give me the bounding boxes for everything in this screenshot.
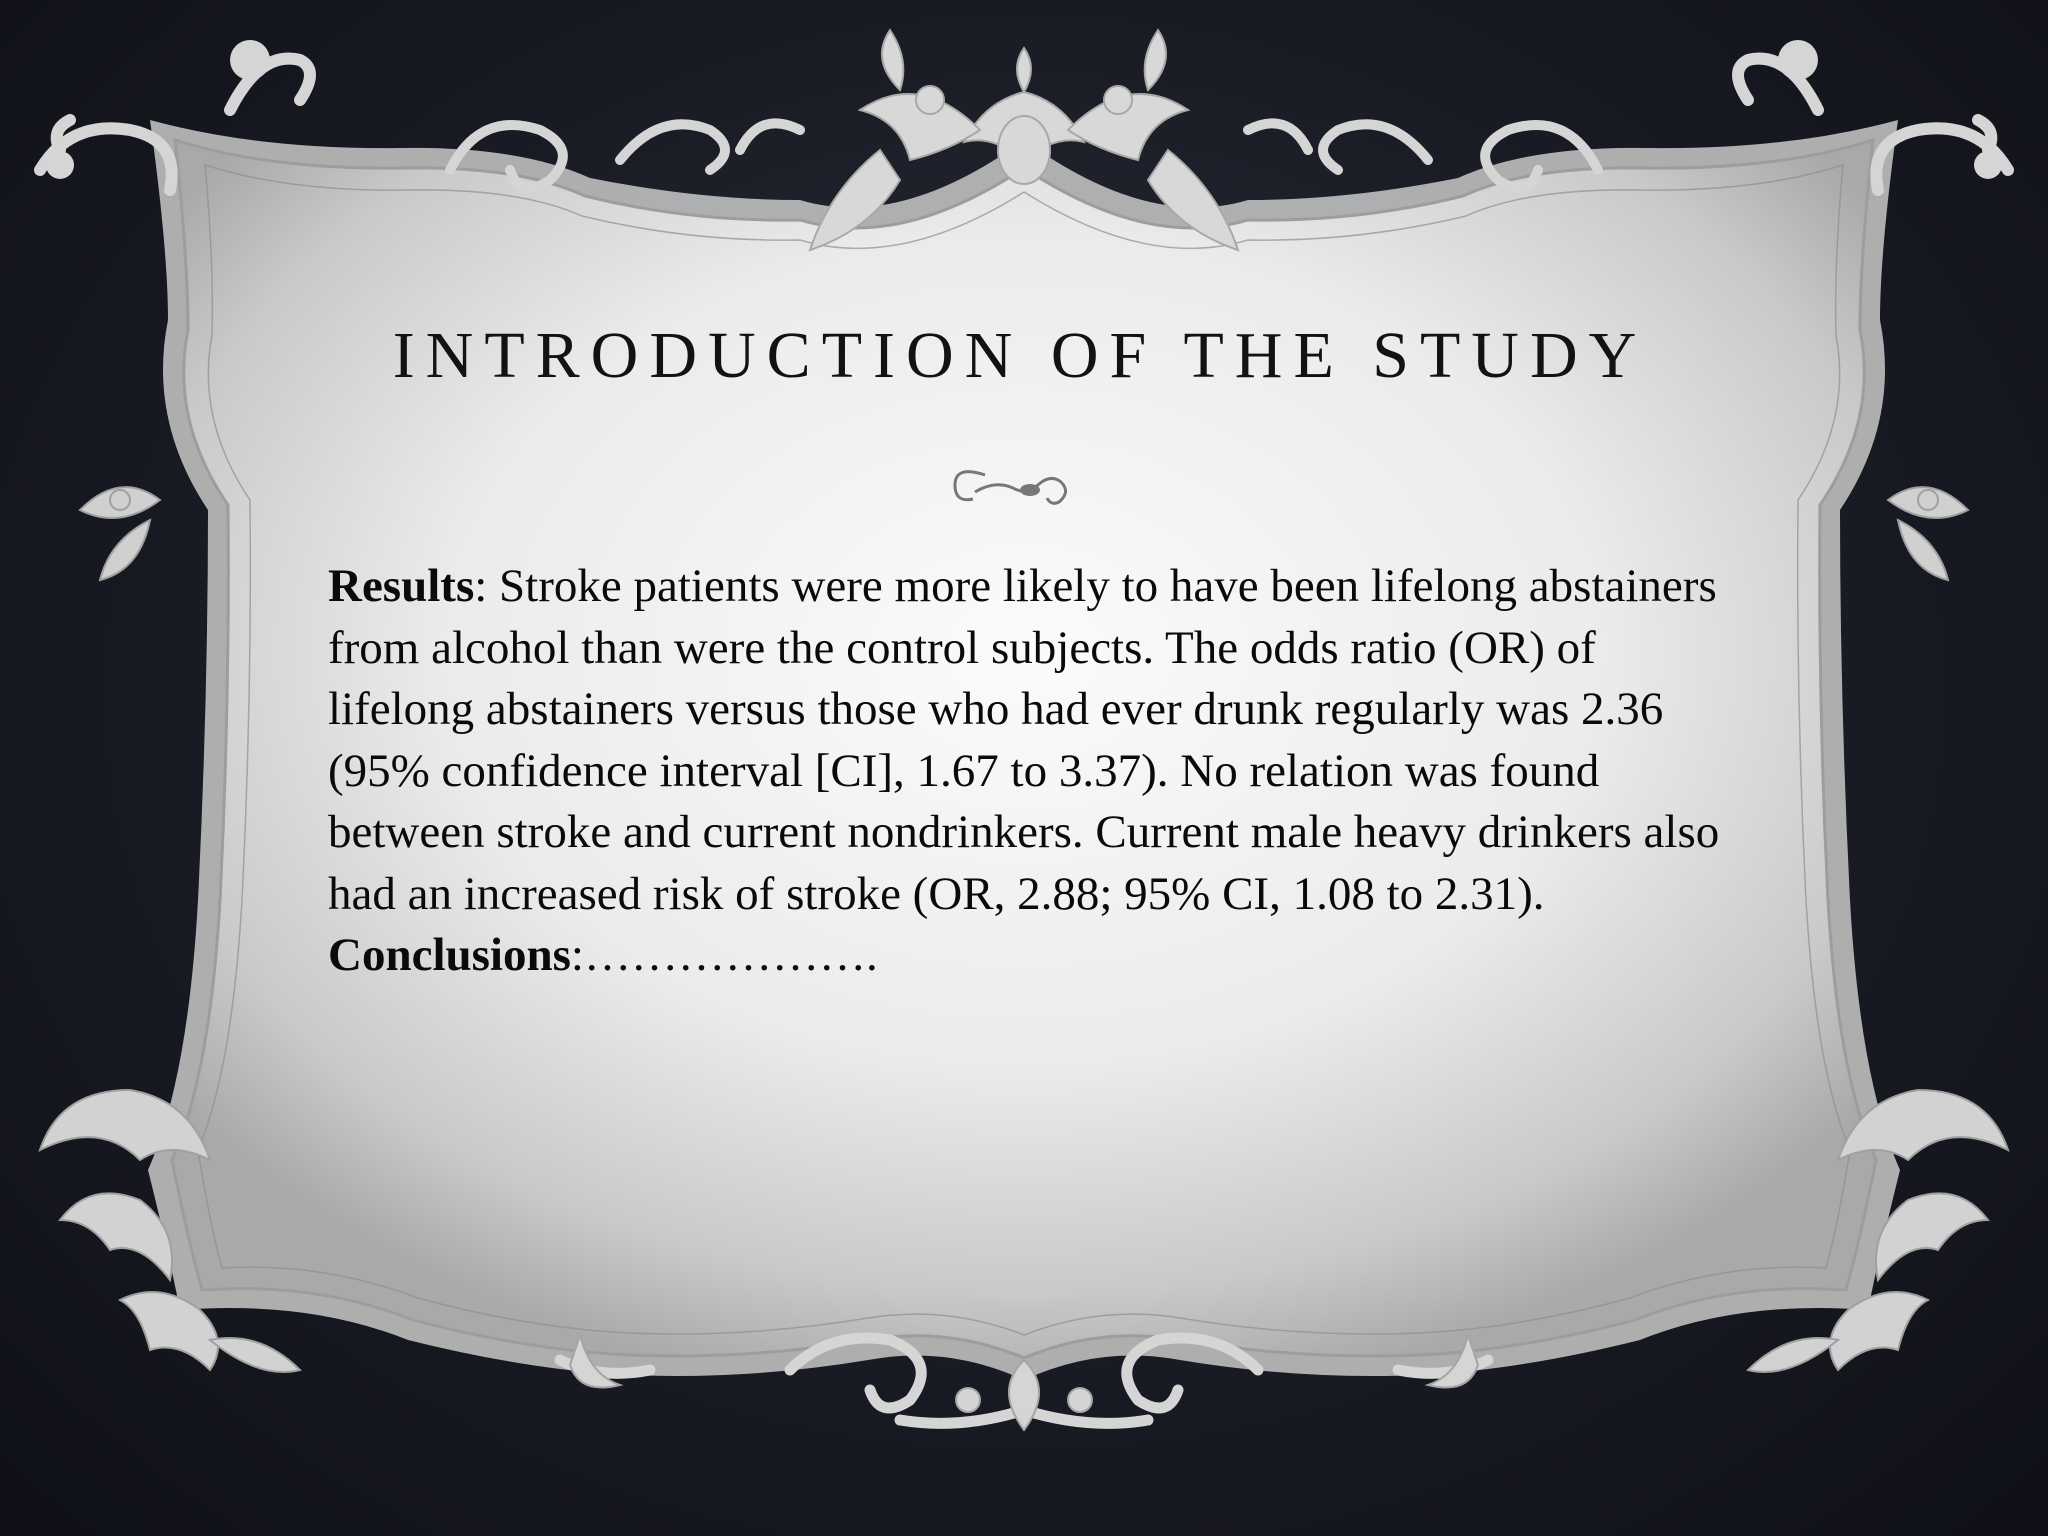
results-label: Results xyxy=(328,560,475,612)
results-paragraph xyxy=(328,556,1748,925)
results-separator: : xyxy=(474,560,500,612)
slide-body xyxy=(328,556,1748,987)
conclusions-paragraph xyxy=(328,925,1748,987)
conclusions-text: :………………. xyxy=(570,929,878,981)
slide-title: INTRODUCTION OF THE STUDY xyxy=(392,319,1648,392)
conclusions-label: Conclusions xyxy=(328,929,571,981)
results-text: Stroke patients were more likely to have been lifelong abstainers from alcohol than were the control subjects. The odds ratio (OR) of lifelong abstainers versus those who had ever drunk regularly was 2.36 (95% confidence interval [CI], 1.67 to 3.37). No relation was found between stroke and current nondrinkers. Current male heavy drinkers also had an increased risk of stroke (OR, 2.88; 95% CI, 1.08 to 2.31). xyxy=(328,560,1720,920)
